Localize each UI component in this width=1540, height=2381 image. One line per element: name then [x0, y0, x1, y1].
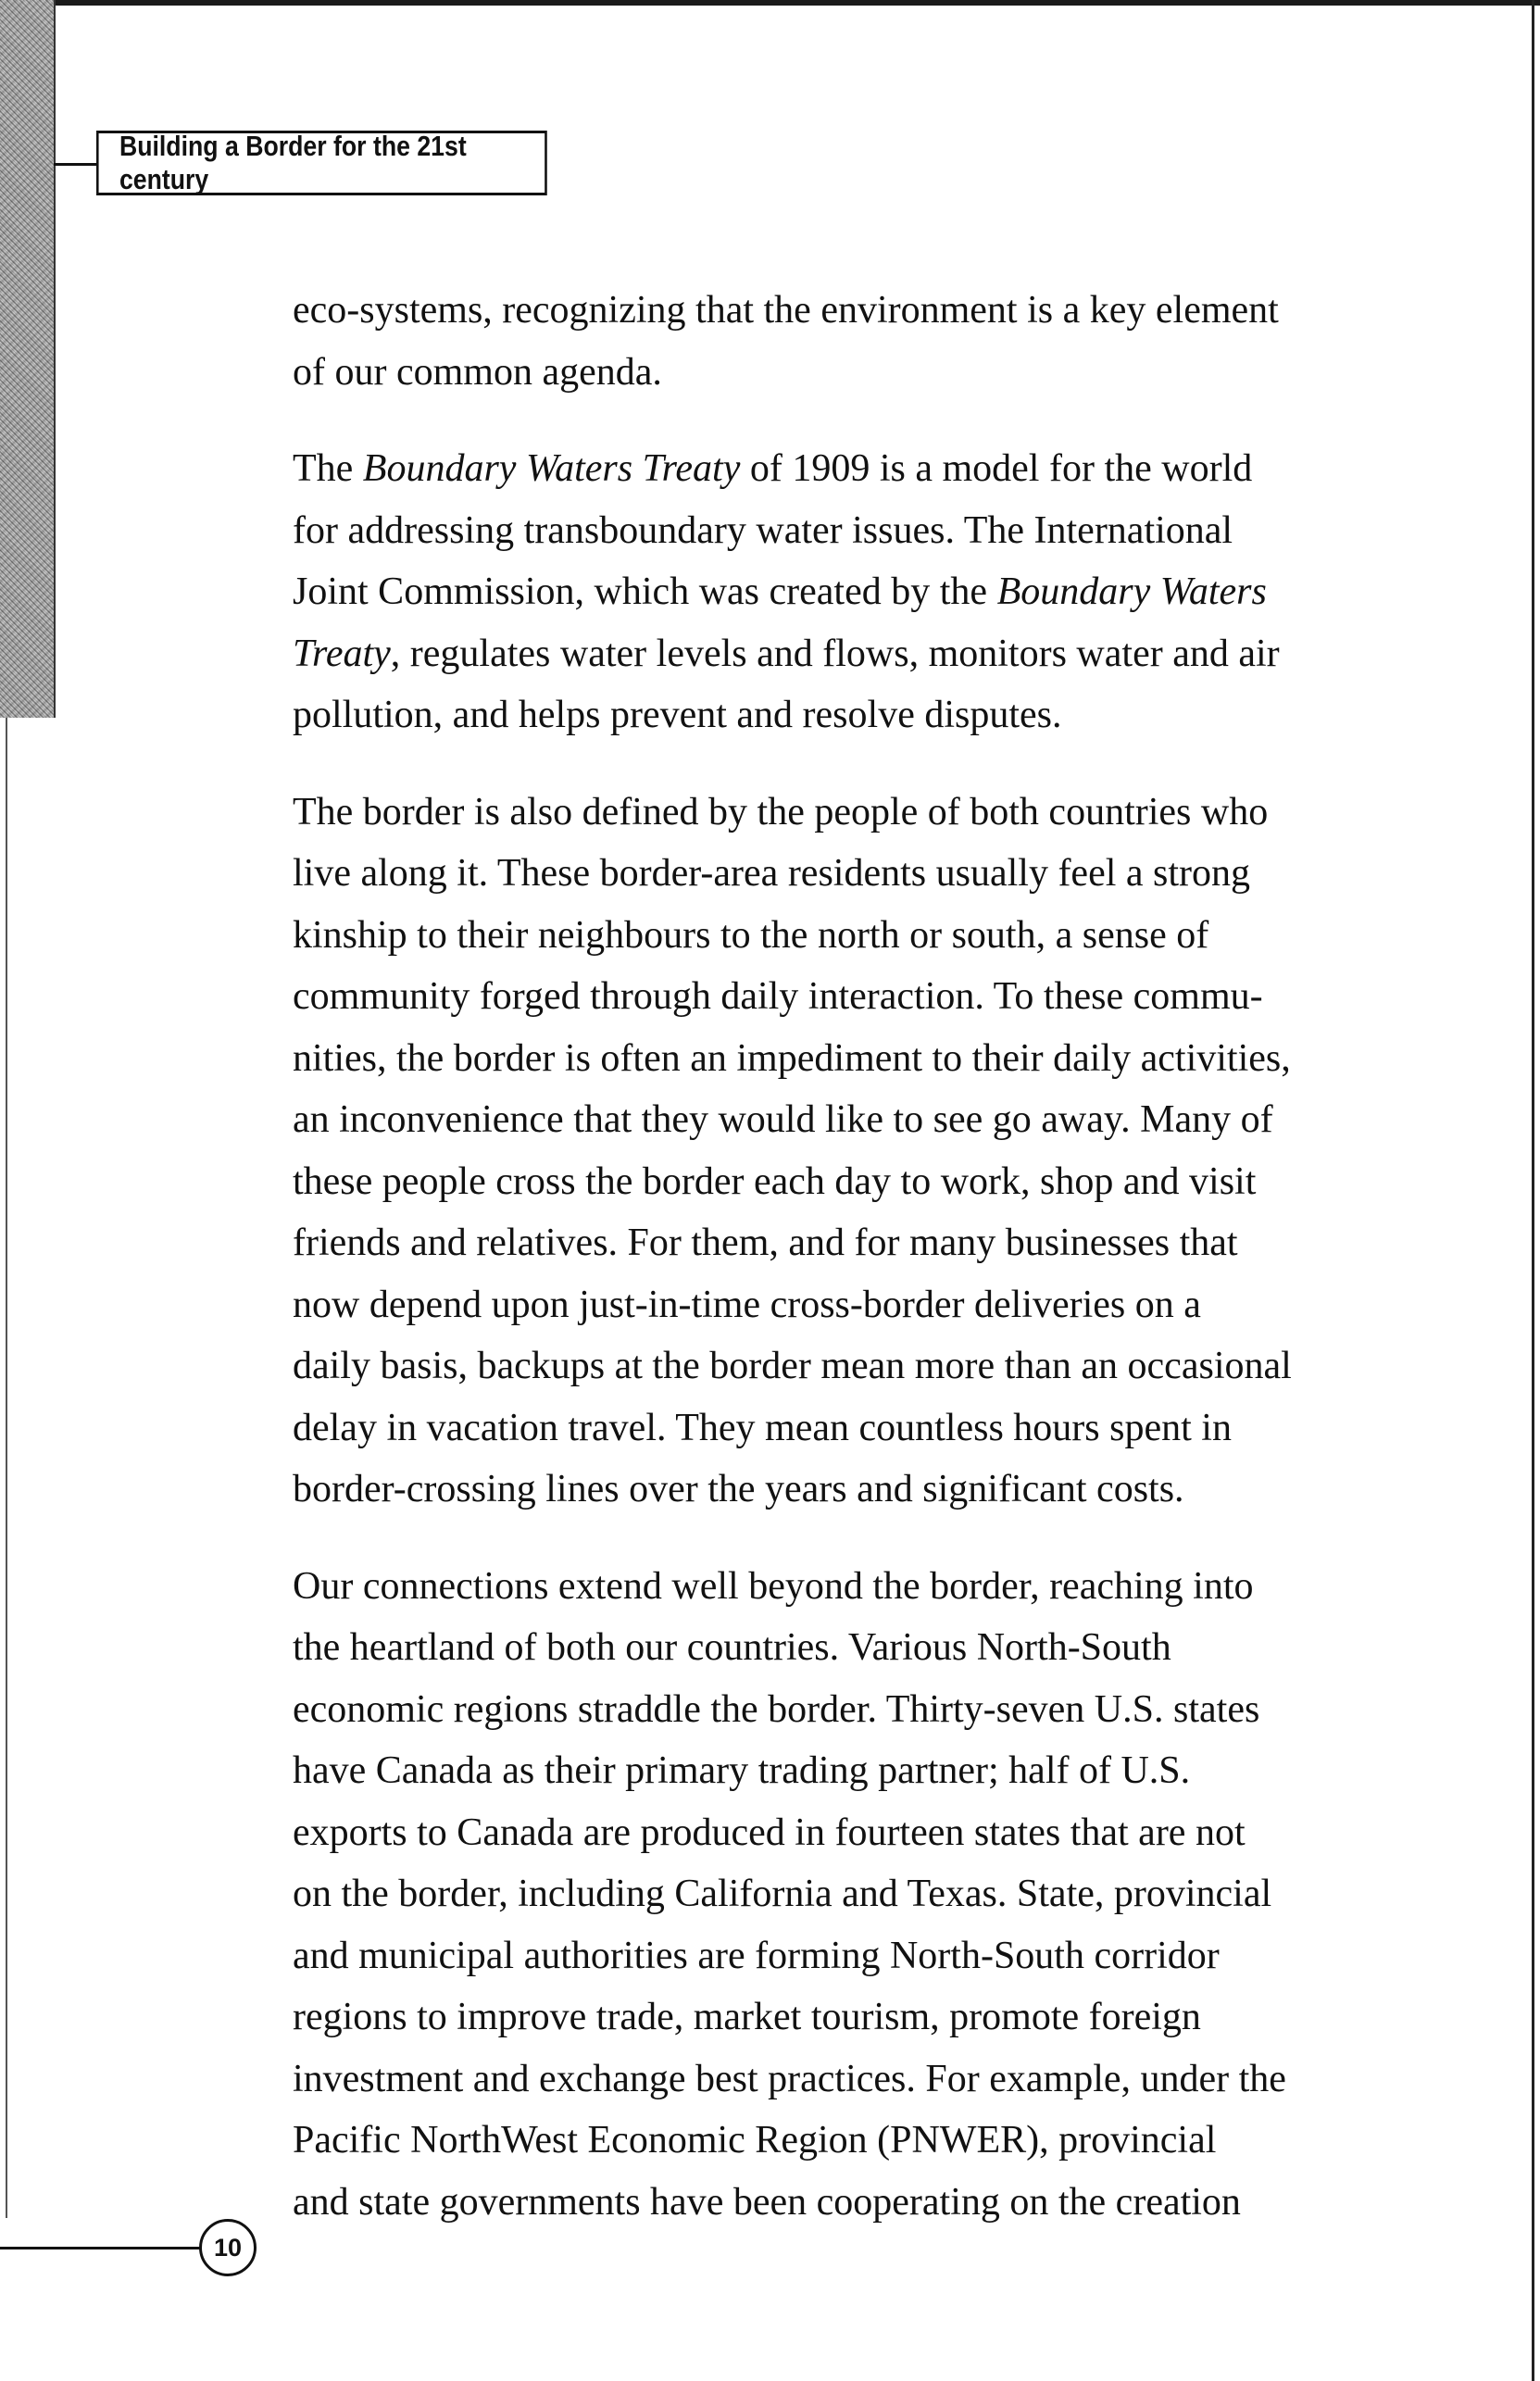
- page-number: [199, 2219, 257, 2276]
- text-line: Joint Commission, which was created by the Boundary Waters: [293, 570, 1267, 613]
- text-line: nities, the border is often an impediment to their daily activities,: [293, 1036, 1291, 1080]
- running-header: [96, 131, 547, 195]
- paragraph-gap: [293, 746, 1367, 782]
- text-line: Our connections extend well beyond the border, reaching into: [293, 1564, 1254, 1608]
- italic-title: Boundary Waters: [996, 570, 1267, 613]
- italic-title: Treaty: [293, 632, 391, 675]
- scan-left-texture: [0, 0, 56, 718]
- text-line: Pacific NorthWest Economic Region (PNWER), provincial: [293, 2119, 1217, 2162]
- text-line: an inconvenience that they would like to see go away. Many of: [293, 1098, 1273, 1141]
- page-number-value: 10: [213, 2233, 243, 2262]
- scan-right-edge: [1532, 0, 1534, 2381]
- text-line: have Canada as their primary trading partner; half of U.S.: [293, 1749, 1191, 1792]
- text-line: The Boundary Waters Treaty of 1909 is a model for the world: [293, 447, 1253, 490]
- text-line: and state governments have been cooperating on the creation: [293, 2180, 1241, 2224]
- running-header-title: Building a Border for the 21st century: [119, 130, 467, 195]
- scan-left-line: [6, 718, 7, 2218]
- text-line: community forged through daily interaction. To these commu-: [293, 975, 1263, 1018]
- text-line: for addressing transboundary water issues. The International: [293, 508, 1233, 552]
- text-line: delay in vacation travel. They mean countless hours spent in: [293, 1406, 1232, 1449]
- paragraph: [293, 782, 1367, 1521]
- header-rule: [54, 163, 96, 166]
- text-line: regions to improve trade, market tourism, promote foreign: [293, 1996, 1201, 2038]
- text-line: kinship to their neighbours to the north or south, a sense of: [293, 913, 1209, 957]
- paragraph-gap: [293, 1521, 1367, 1556]
- text-line: live along it. These border-area residents usually feel a strong: [293, 852, 1251, 895]
- italic-title: Boundary Waters Treaty: [362, 447, 741, 490]
- text-line: The border is also defined by the people of both countries who: [293, 790, 1269, 833]
- text-line: these people cross the border each day to work, shop and visit: [293, 1159, 1257, 1203]
- text-line: investment and exchange best practices. For example, under the: [293, 2057, 1286, 2100]
- text-line: now depend upon just-in-time cross-border deliveries on a: [293, 1283, 1201, 1326]
- text-line: economic regions straddle the border. Thirty-seven U.S. states: [293, 1687, 1260, 1731]
- text-line: friends and relatives. For them, and for many businesses that: [293, 1222, 1238, 1264]
- text-line: Treaty, regulates water levels and flows, monitors water and air: [293, 632, 1280, 675]
- text-line: exports to Canada are produced in fourteen states that are not: [293, 1811, 1246, 1854]
- paragraph: [293, 280, 1367, 403]
- paragraph: [293, 1556, 1367, 2234]
- text-line: eco-systems, recognizing that the environment is a key element: [293, 289, 1279, 332]
- text-line: daily basis, backups at the border mean more than an occasional: [293, 1345, 1292, 1387]
- text-line: of our common agenda.: [293, 350, 662, 394]
- text-line: and municipal authorities are forming North-South corridor: [293, 1934, 1220, 1977]
- paragraph-gap: [293, 403, 1367, 438]
- paragraph: [293, 438, 1367, 746]
- body-text: [293, 280, 1367, 2233]
- footer-rule: [0, 2247, 200, 2249]
- text-line: pollution, and helps prevent and resolve disputes.: [293, 694, 1062, 736]
- text-line: the heartland of both our countries. Various North-South: [293, 1626, 1171, 1669]
- scan-top-edge: [0, 0, 1540, 6]
- text-line: border-crossing lines over the years and significant costs.: [293, 1468, 1184, 1510]
- text-line: on the border, including California and Texas. State, provincial: [293, 1873, 1272, 1915]
